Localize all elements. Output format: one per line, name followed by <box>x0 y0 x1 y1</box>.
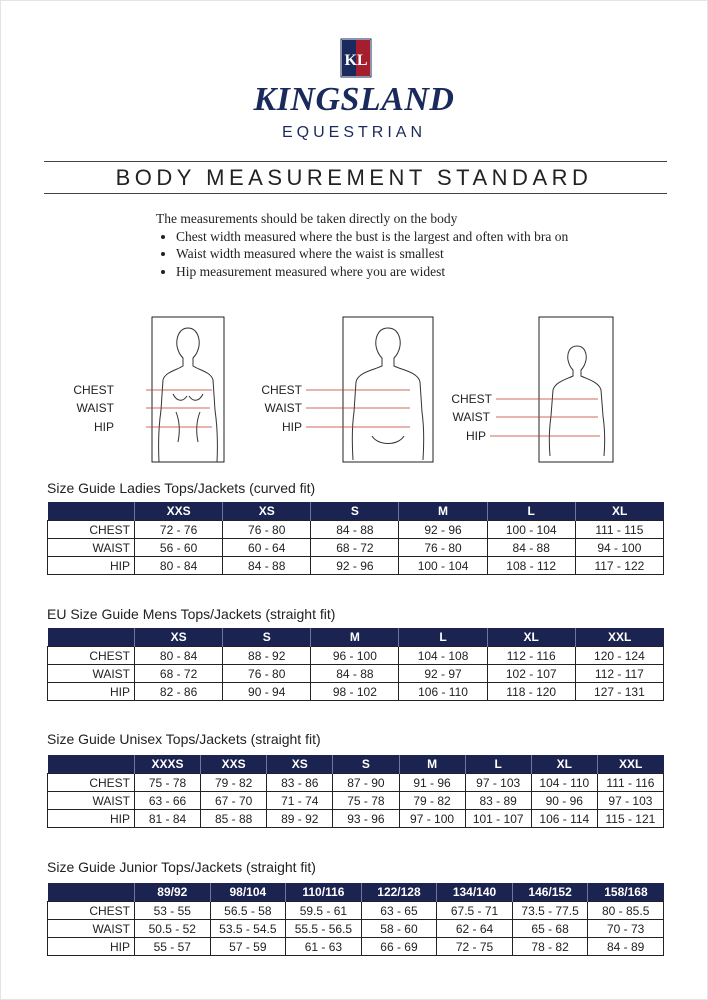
table-cell: 100 - 104 <box>487 521 575 539</box>
figure-label-waist: WAIST <box>452 410 490 424</box>
brand-subtitle: EQUESTRIAN <box>281 124 426 141</box>
figure-label-hip: HIP <box>281 420 302 434</box>
size-header: L <box>399 628 487 647</box>
row-label: HIP <box>48 938 135 956</box>
figure-label-chest: CHEST <box>261 383 302 397</box>
table-cell: 92 - 97 <box>399 665 487 683</box>
table-cell: 61 - 63 <box>286 938 362 956</box>
table-cell: 63 - 66 <box>135 792 201 810</box>
row-label: CHEST <box>48 902 135 920</box>
table-cell: 106 - 110 <box>399 683 487 701</box>
table-cell: 97 - 103 <box>465 774 531 792</box>
row-label: WAIST <box>48 792 135 810</box>
size-header: XXS <box>135 502 223 521</box>
brand-name: KINGSLAND <box>253 81 455 118</box>
table-cell: 57 - 59 <box>210 938 286 956</box>
table-row <box>48 920 664 938</box>
size-header: 89/92 <box>135 883 211 902</box>
size-table-ladies <box>47 502 664 575</box>
figure-label-waist: WAIST <box>264 401 302 415</box>
table-cell: 58 - 60 <box>361 920 437 938</box>
table-cell: 50.5 - 52 <box>135 920 211 938</box>
table-cell: 93 - 96 <box>333 810 399 828</box>
table-row <box>48 521 664 539</box>
table-cell: 76 - 80 <box>223 665 311 683</box>
table-cell: 112 - 116 <box>487 647 575 665</box>
page-title: BODY MEASUREMENT STANDARD <box>115 165 593 190</box>
table-cell: 87 - 90 <box>333 774 399 792</box>
section-title-ladies: Size Guide Ladies Tops/Jackets (curved fit) <box>47 480 316 496</box>
table-cell: 55 - 57 <box>135 938 211 956</box>
row-label: HIP <box>48 810 135 828</box>
table-cell: 111 - 115 <box>575 521 663 539</box>
table-cell: 96 - 100 <box>311 647 399 665</box>
table-row <box>48 792 664 810</box>
size-header: L <box>487 502 575 521</box>
table-cell: 73.5 - 77.5 <box>512 902 588 920</box>
size-header: XS <box>135 628 223 647</box>
table-cell: 67 - 70 <box>201 792 267 810</box>
table-row <box>48 665 664 683</box>
table-cell: 80 - 84 <box>135 647 223 665</box>
header-blank <box>48 755 135 774</box>
section-title-junior: Size Guide Junior Tops/Jackets (straight fit) <box>47 859 316 875</box>
size-table-mens <box>47 628 664 701</box>
table-row <box>48 774 664 792</box>
size-header: XXXS <box>135 755 201 774</box>
table-cell: 80 - 85.5 <box>588 902 664 920</box>
figure-label-chest: CHEST <box>73 383 114 397</box>
table-cell: 71 - 74 <box>267 792 333 810</box>
size-header: XXL <box>575 628 663 647</box>
table-cell: 84 - 89 <box>588 938 664 956</box>
row-label: HIP <box>48 557 135 575</box>
intro-text <box>156 210 676 280</box>
size-table-junior <box>47 883 664 956</box>
table-cell: 84 - 88 <box>487 539 575 557</box>
row-label: WAIST <box>48 920 135 938</box>
size-header: S <box>223 628 311 647</box>
size-header: XS <box>223 502 311 521</box>
table-cell: 75 - 78 <box>135 774 201 792</box>
header-blank <box>48 628 135 647</box>
table-cell: 53.5 - 54.5 <box>210 920 286 938</box>
table-cell: 60 - 64 <box>223 539 311 557</box>
row-label: WAIST <box>48 665 135 683</box>
table-cell: 108 - 112 <box>487 557 575 575</box>
table-cell: 82 - 86 <box>135 683 223 701</box>
table-cell: 94 - 100 <box>575 539 663 557</box>
table-cell: 112 - 117 <box>575 665 663 683</box>
size-table-unisex <box>47 755 664 828</box>
table-cell: 104 - 108 <box>399 647 487 665</box>
table-cell: 98 - 102 <box>311 683 399 701</box>
row-label: CHEST <box>48 774 135 792</box>
table-row <box>48 810 664 828</box>
size-header: L <box>465 755 531 774</box>
size-header: M <box>399 755 465 774</box>
table-cell: 100 - 104 <box>399 557 487 575</box>
size-header: S <box>311 502 399 521</box>
table-cell: 68 - 72 <box>135 665 223 683</box>
table-cell: 55.5 - 56.5 <box>286 920 362 938</box>
table-row <box>48 902 664 920</box>
table-cell: 59.5 - 61 <box>286 902 362 920</box>
table-cell: 101 - 107 <box>465 810 531 828</box>
table-cell: 83 - 86 <box>267 774 333 792</box>
size-header: 110/116 <box>286 883 362 902</box>
table-cell: 97 - 100 <box>399 810 465 828</box>
table-cell: 76 - 80 <box>399 539 487 557</box>
table-cell: 104 - 110 <box>531 774 597 792</box>
intro-lead: The measurements should be taken directly on the body <box>156 211 458 226</box>
table-cell: 92 - 96 <box>399 521 487 539</box>
table-cell: 106 - 114 <box>531 810 597 828</box>
table-cell: 66 - 69 <box>361 938 437 956</box>
intro-bullet: • Waist width measured where the waist is smallest <box>176 245 676 263</box>
table-cell: 84 - 88 <box>223 557 311 575</box>
table-cell: 75 - 78 <box>333 792 399 810</box>
table-cell: 90 - 96 <box>531 792 597 810</box>
figure-junior <box>450 316 620 464</box>
table-row <box>48 647 664 665</box>
size-header: XL <box>531 755 597 774</box>
figure-male <box>258 316 438 464</box>
table-cell: 65 - 68 <box>512 920 588 938</box>
table-cell: 88 - 92 <box>223 647 311 665</box>
table-cell: 76 - 80 <box>223 521 311 539</box>
size-header: XL <box>487 628 575 647</box>
row-label: WAIST <box>48 539 135 557</box>
table-cell: 63 - 65 <box>361 902 437 920</box>
header-blank <box>48 502 135 521</box>
size-header: XXL <box>597 755 663 774</box>
table-cell: 53 - 55 <box>135 902 211 920</box>
table-cell: 72 - 76 <box>135 521 223 539</box>
table-cell: 120 - 124 <box>575 647 663 665</box>
table-cell: 97 - 103 <box>597 792 663 810</box>
figure-female <box>70 316 230 464</box>
intro-bullet: • Hip measurement measured where you are widest <box>176 263 676 281</box>
table-row <box>48 683 664 701</box>
table-cell: 111 - 116 <box>597 774 663 792</box>
table-cell: 80 - 84 <box>135 557 223 575</box>
size-header: 146/152 <box>512 883 588 902</box>
table-row <box>48 539 664 557</box>
table-row <box>48 938 664 956</box>
table-cell: 118 - 120 <box>487 683 575 701</box>
table-cell: 56 - 60 <box>135 539 223 557</box>
table-cell: 81 - 84 <box>135 810 201 828</box>
size-header: XL <box>575 502 663 521</box>
table-cell: 70 - 73 <box>588 920 664 938</box>
size-header: M <box>399 502 487 521</box>
table-cell: 68 - 72 <box>311 539 399 557</box>
figure-label-chest: CHEST <box>451 392 492 406</box>
row-label: HIP <box>48 683 135 701</box>
table-cell: 67.5 - 71 <box>437 902 513 920</box>
section-title-unisex: Size Guide Unisex Tops/Jackets (straight fit) <box>47 731 321 747</box>
kingsland-logo-icon <box>340 38 372 78</box>
title-rule-top <box>44 161 667 162</box>
size-header: 98/104 <box>210 883 286 902</box>
section-title-mens: EU Size Guide Mens Tops/Jackets (straight fit) <box>47 606 336 622</box>
size-header: 134/140 <box>437 883 513 902</box>
table-cell: 102 - 107 <box>487 665 575 683</box>
size-header: XXS <box>201 755 267 774</box>
table-cell: 84 - 88 <box>311 665 399 683</box>
size-header: S <box>333 755 399 774</box>
table-cell: 91 - 96 <box>399 774 465 792</box>
figure-label-waist: WAIST <box>76 401 114 415</box>
table-cell: 115 - 121 <box>597 810 663 828</box>
table-cell: 56.5 - 58 <box>210 902 286 920</box>
title-rule-bottom <box>44 193 667 194</box>
table-cell: 78 - 82 <box>512 938 588 956</box>
table-cell: 92 - 96 <box>311 557 399 575</box>
table-cell: 79 - 82 <box>399 792 465 810</box>
table-cell: 117 - 122 <box>575 557 663 575</box>
logo-letters: KL <box>344 52 368 69</box>
table-cell: 62 - 64 <box>437 920 513 938</box>
header-blank <box>48 883 135 902</box>
table-cell: 83 - 89 <box>465 792 531 810</box>
intro-bullet: • Chest width measured where the bust is the largest and often with bra on <box>176 228 676 246</box>
table-cell: 79 - 82 <box>201 774 267 792</box>
table-cell: 127 - 131 <box>575 683 663 701</box>
size-header: 158/168 <box>588 883 664 902</box>
table-cell: 85 - 88 <box>201 810 267 828</box>
table-cell: 84 - 88 <box>311 521 399 539</box>
table-cell: 89 - 92 <box>267 810 333 828</box>
intro-bullets <box>156 228 676 281</box>
row-label: CHEST <box>48 647 135 665</box>
size-header: M <box>311 628 399 647</box>
size-header: 122/128 <box>361 883 437 902</box>
size-header: XS <box>267 755 333 774</box>
figure-label-hip: HIP <box>93 420 114 434</box>
row-label: CHEST <box>48 521 135 539</box>
table-cell: 90 - 94 <box>223 683 311 701</box>
table-row <box>48 557 664 575</box>
table-cell: 72 - 75 <box>437 938 513 956</box>
figure-label-hip: HIP <box>465 429 486 443</box>
